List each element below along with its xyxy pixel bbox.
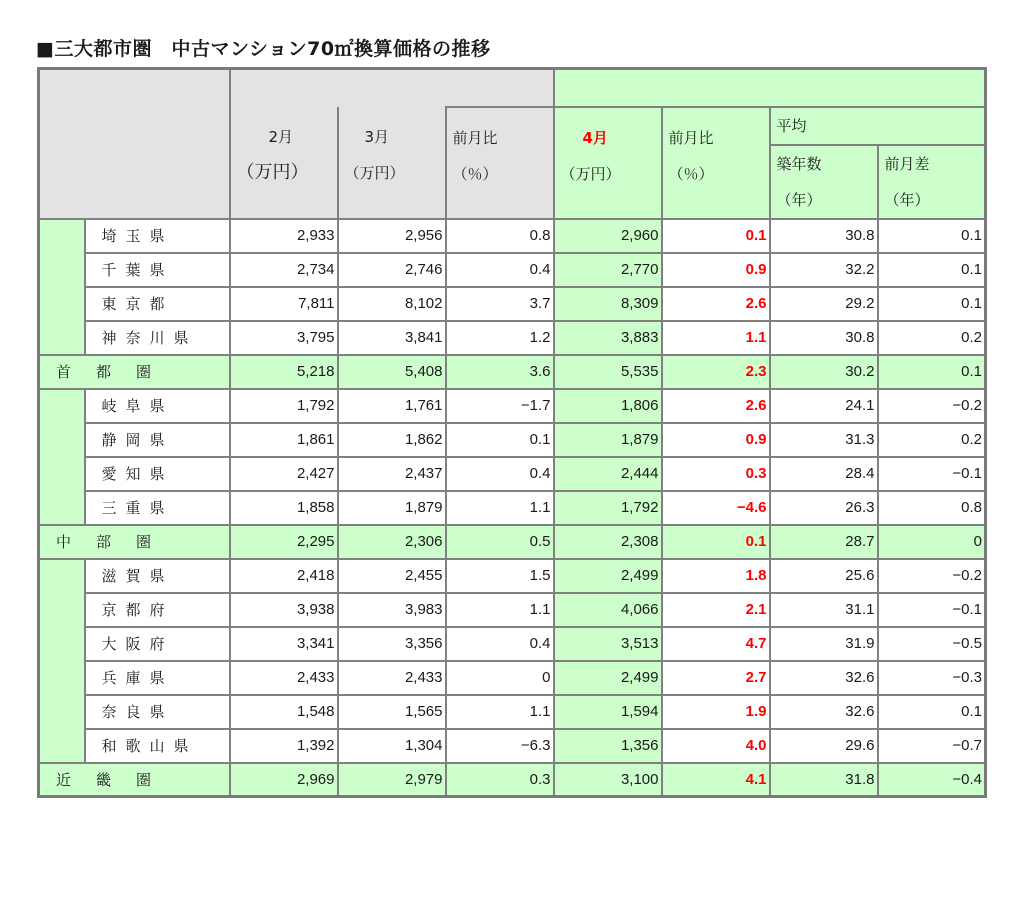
- mar-price: 1,761: [338, 389, 446, 423]
- feb-price: 3,341: [230, 627, 338, 661]
- age-diff: 0.1: [878, 287, 986, 321]
- avg-age: 30.8: [770, 219, 878, 253]
- header-diff-unit: （年）: [884, 190, 930, 209]
- mom2-pct: 1.9: [662, 695, 770, 729]
- table-row: [39, 695, 986, 729]
- apr-price: 8,309: [554, 287, 662, 321]
- region-name: 首都圏: [39, 355, 230, 389]
- mom2-pct: 1.8: [662, 559, 770, 593]
- feb-price: 7,811: [230, 287, 338, 321]
- mom2-pct: −4.6: [662, 491, 770, 525]
- mar-price: 5,408: [338, 355, 446, 389]
- table-row: [39, 457, 986, 491]
- mar-price: 2,979: [338, 763, 446, 797]
- title-rest: 換算価格の推移: [354, 38, 491, 60]
- mar-price: 2,433: [338, 661, 446, 695]
- feb-price: 3,938: [230, 593, 338, 627]
- feb-price: 2,433: [230, 661, 338, 695]
- header-mom2-label: 前月比: [668, 128, 714, 147]
- region-spacer: [39, 491, 85, 525]
- subtotal-row: [39, 763, 986, 797]
- feb-price: 2,295: [230, 525, 338, 559]
- mom1-pct: 1.1: [446, 491, 554, 525]
- region-spacer: [39, 695, 85, 729]
- prefecture-name: 兵庫県: [85, 661, 230, 695]
- mar-price: 2,746: [338, 253, 446, 287]
- region-spacer: [39, 423, 85, 457]
- avg-age: 28.7: [770, 525, 878, 559]
- region-name: 近畿圏: [39, 763, 230, 797]
- prefecture-name: 三重県: [85, 491, 230, 525]
- mom1-pct: 1.1: [446, 593, 554, 627]
- age-diff: 0.8: [878, 491, 986, 525]
- prefecture-name: 奈良県: [85, 695, 230, 729]
- table-row: [39, 491, 986, 525]
- mom2-pct: 2.6: [662, 389, 770, 423]
- feb-price: 1,861: [230, 423, 338, 457]
- avg-age: 31.9: [770, 627, 878, 661]
- apr-price: 3,883: [554, 321, 662, 355]
- age-diff: −0.7: [878, 729, 986, 763]
- mar-price: 3,841: [338, 321, 446, 355]
- table-row: [39, 389, 986, 423]
- avg-age: 31.8: [770, 763, 878, 797]
- mom1-pct: 0.8: [446, 219, 554, 253]
- avg-age: 24.1: [770, 389, 878, 423]
- feb-price: 2,418: [230, 559, 338, 593]
- region-spacer: [39, 593, 85, 627]
- table-row: [39, 593, 986, 627]
- header-avg: [770, 107, 986, 145]
- mar-price: 1,862: [338, 423, 446, 457]
- header-diff-label: 前月差: [884, 154, 930, 173]
- feb-price: 3,795: [230, 321, 338, 355]
- header-mar-label: 3月: [364, 127, 390, 146]
- mom1-pct: 0.3: [446, 763, 554, 797]
- table-row: [39, 627, 986, 661]
- table-row: [39, 287, 986, 321]
- feb-price: 1,792: [230, 389, 338, 423]
- age-diff: 0.1: [878, 219, 986, 253]
- mom1-pct: −6.3: [446, 729, 554, 763]
- avg-age: 26.3: [770, 491, 878, 525]
- age-diff: 0: [878, 525, 986, 559]
- prefecture-name: 千葉県: [85, 253, 230, 287]
- region-spacer: [39, 559, 85, 593]
- avg-age: 31.3: [770, 423, 878, 457]
- apr-price: 5,535: [554, 355, 662, 389]
- apr-price: 2,499: [554, 559, 662, 593]
- feb-price: 1,858: [230, 491, 338, 525]
- region-spacer: [39, 253, 85, 287]
- table-row: [39, 321, 986, 355]
- header-apr: [554, 107, 662, 219]
- header-age: [770, 145, 878, 219]
- avg-age: 30.8: [770, 321, 878, 355]
- age-diff: 0.2: [878, 423, 986, 457]
- mom2-pct: 2.6: [662, 287, 770, 321]
- apr-price: 2,960: [554, 219, 662, 253]
- mom2-pct: 2.7: [662, 661, 770, 695]
- apr-price: 1,594: [554, 695, 662, 729]
- header-gray-band: [230, 69, 554, 107]
- avg-age: 32.6: [770, 695, 878, 729]
- age-diff: −0.2: [878, 389, 986, 423]
- mom2-pct: 2.3: [662, 355, 770, 389]
- prefecture-name: 埼玉県: [85, 219, 230, 253]
- region-spacer: [39, 219, 85, 253]
- table-row: [39, 423, 986, 457]
- table-row: [39, 219, 986, 253]
- prefecture-name: 滋賀県: [85, 559, 230, 593]
- mar-price: 3,356: [338, 627, 446, 661]
- mom2-pct: 4.0: [662, 729, 770, 763]
- header-age-label: 築年数: [776, 154, 822, 173]
- apr-price: 1,356: [554, 729, 662, 763]
- header-corner: [39, 69, 230, 219]
- age-diff: 0.1: [878, 695, 986, 729]
- mom1-pct: 0.4: [446, 457, 554, 491]
- prefecture-name: 大阪府: [85, 627, 230, 661]
- mar-price: 1,565: [338, 695, 446, 729]
- region-spacer: [39, 321, 85, 355]
- table-row: [39, 559, 986, 593]
- age-diff: −0.1: [878, 457, 986, 491]
- mom1-pct: 1.1: [446, 695, 554, 729]
- mom2-pct: 0.9: [662, 423, 770, 457]
- header-mar-unit: （万円）: [344, 163, 405, 182]
- apr-price: 1,806: [554, 389, 662, 423]
- mom1-pct: 0.4: [446, 253, 554, 287]
- mar-price: 2,956: [338, 219, 446, 253]
- mom1-pct: 3.6: [446, 355, 554, 389]
- avg-age: 32.6: [770, 661, 878, 695]
- mom1-pct: 0: [446, 661, 554, 695]
- apr-price: 2,308: [554, 525, 662, 559]
- feb-price: 1,392: [230, 729, 338, 763]
- header-diff: [878, 145, 986, 219]
- feb-price: 1,548: [230, 695, 338, 729]
- age-diff: 0.2: [878, 321, 986, 355]
- feb-price: 2,933: [230, 219, 338, 253]
- header-age-unit: （年）: [776, 190, 822, 209]
- header-feb-unit: （万円）: [236, 161, 309, 183]
- header-mom1: [446, 107, 554, 219]
- mom1-pct: 3.7: [446, 287, 554, 321]
- prefecture-name: 和歌山県: [85, 729, 230, 763]
- mom1-pct: 0.1: [446, 423, 554, 457]
- header-mom1-label: 前月比: [452, 128, 498, 147]
- avg-age: 29.2: [770, 287, 878, 321]
- apr-price: 1,879: [554, 423, 662, 457]
- region-spacer: [39, 287, 85, 321]
- header-apr-unit: （万円）: [560, 164, 621, 183]
- header-feb: [230, 107, 338, 219]
- age-diff: −0.3: [878, 661, 986, 695]
- apr-price: 3,513: [554, 627, 662, 661]
- header-apr-label: 4月: [582, 128, 608, 147]
- header-mar: [338, 107, 446, 219]
- mar-price: 3,983: [338, 593, 446, 627]
- mar-price: 8,102: [338, 287, 446, 321]
- mom2-pct: 0.3: [662, 457, 770, 491]
- mom1-pct: 1.2: [446, 321, 554, 355]
- avg-age: 31.1: [770, 593, 878, 627]
- mar-price: 1,304: [338, 729, 446, 763]
- region-spacer: [39, 627, 85, 661]
- prefecture-name: 愛知県: [85, 457, 230, 491]
- mar-price: 1,879: [338, 491, 446, 525]
- feb-price: 2,969: [230, 763, 338, 797]
- mom1-pct: −1.7: [446, 389, 554, 423]
- mom2-pct: 1.1: [662, 321, 770, 355]
- region-name: 中部圏: [39, 525, 230, 559]
- apr-price: 2,499: [554, 661, 662, 695]
- age-diff: −0.4: [878, 763, 986, 797]
- region-spacer: [39, 729, 85, 763]
- apr-price: 3,100: [554, 763, 662, 797]
- age-diff: −0.5: [878, 627, 986, 661]
- mom2-pct: 0.9: [662, 253, 770, 287]
- apr-price: 2,444: [554, 457, 662, 491]
- region-spacer: [39, 389, 85, 423]
- table-row: [39, 253, 986, 287]
- feb-price: 5,218: [230, 355, 338, 389]
- apr-price: 1,792: [554, 491, 662, 525]
- mom1-pct: 0.5: [446, 525, 554, 559]
- mom1-pct: 0.4: [446, 627, 554, 661]
- mom2-pct: 2.1: [662, 593, 770, 627]
- age-diff: 0.1: [878, 253, 986, 287]
- table-row: [39, 729, 986, 763]
- age-diff: 0.1: [878, 355, 986, 389]
- mom1-pct: 1.5: [446, 559, 554, 593]
- prefecture-name: 東京都: [85, 287, 230, 321]
- mar-price: 2,306: [338, 525, 446, 559]
- mar-price: 2,437: [338, 457, 446, 491]
- prefecture-name: 静岡県: [85, 423, 230, 457]
- prefecture-name: 神奈川県: [85, 321, 230, 355]
- title-main: ■三大都市圏 中古マンション70㎡: [36, 38, 355, 60]
- avg-age: 25.6: [770, 559, 878, 593]
- avg-age: 28.4: [770, 457, 878, 491]
- header-feb-label: 2月: [268, 127, 294, 146]
- feb-price: 2,734: [230, 253, 338, 287]
- page-title: [36, 34, 491, 61]
- header-green-band: [554, 69, 986, 107]
- subtotal-row: [39, 525, 986, 559]
- age-diff: −0.1: [878, 593, 986, 627]
- apr-price: 4,066: [554, 593, 662, 627]
- region-spacer: [39, 457, 85, 491]
- apr-price: 2,770: [554, 253, 662, 287]
- avg-age: 30.2: [770, 355, 878, 389]
- mom2-pct: 0.1: [662, 219, 770, 253]
- avg-age: 29.6: [770, 729, 878, 763]
- header-mom2: [662, 107, 770, 219]
- age-diff: −0.2: [878, 559, 986, 593]
- region-spacer: [39, 661, 85, 695]
- mom2-pct: 4.1: [662, 763, 770, 797]
- header-mom1-unit: （％）: [452, 164, 498, 183]
- mom2-pct: 0.1: [662, 525, 770, 559]
- header-avg-label: 平均: [776, 116, 807, 135]
- avg-age: 32.2: [770, 253, 878, 287]
- subtotal-row: [39, 355, 986, 389]
- mom2-pct: 4.7: [662, 627, 770, 661]
- price-table: [37, 67, 987, 798]
- feb-price: 2,427: [230, 457, 338, 491]
- header-mom2-unit: （％）: [668, 164, 714, 183]
- prefecture-name: 岐阜県: [85, 389, 230, 423]
- mar-price: 2,455: [338, 559, 446, 593]
- prefecture-name: 京都府: [85, 593, 230, 627]
- table-row: [39, 661, 986, 695]
